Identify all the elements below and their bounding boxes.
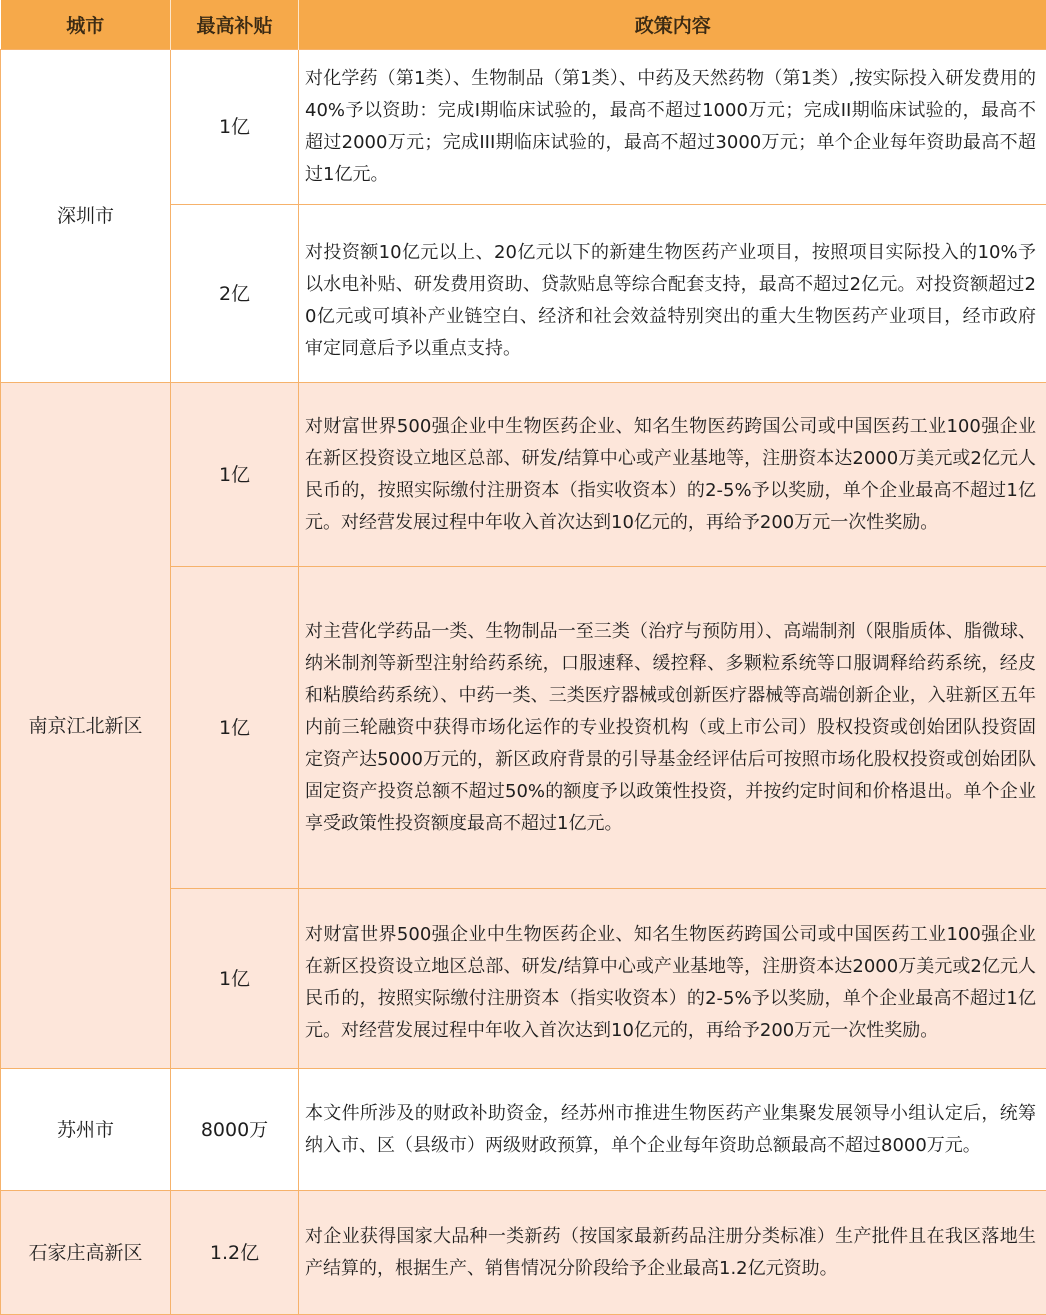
city-cell: 石家庄高新区: [1, 1191, 171, 1315]
subsidy-cell: 1亿: [171, 383, 299, 567]
table-row: [1, 50, 1046, 205]
table-row: [1, 1069, 1046, 1191]
content-cell: 对财富世界500强企业中生物医药企业、知名生物医药跨国公司或中国医药工业100强企业在新区投资设立地区总部、研发/结算中心或产业基地等，注册资本达2000万美元或2亿元人民币的，按照实际缴付注册资本（指实收资本）的2-5%予以奖励，单个企业最高不超过1亿元。对经营发展过程中年收入首次达到10亿元的，再给予200万元一次性奖励。: [299, 889, 1046, 1069]
table-row: [1, 1191, 1046, 1315]
subsidy-cell: 1亿: [171, 50, 299, 205]
table-row: [1, 383, 1046, 567]
subsidy-cell: 8000万: [171, 1069, 299, 1191]
header-city: 城市: [1, 0, 171, 50]
subsidy-cell: 1亿: [171, 889, 299, 1069]
subsidy-cell: 1.2亿: [171, 1191, 299, 1315]
header-content: 政策内容: [299, 0, 1046, 50]
city-cell: 苏州市: [1, 1069, 171, 1191]
content-cell: 对财富世界500强企业中生物医药企业、知名生物医药跨国公司或中国医药工业100强企业在新区投资设立地区总部、研发/结算中心或产业基地等，注册资本达2000万美元或2亿元人民币的，按照实际缴付注册资本（指实收资本）的2-5%予以奖励，单个企业最高不超过1亿元。对经营发展过程中年收入首次达到10亿元的，再给予200万元一次性奖励。: [299, 383, 1046, 567]
subsidy-cell: 1亿: [171, 567, 299, 889]
content-cell: 对企业获得国家大品种一类新药（按国家最新药品注册分类标准）生产批件且在我区落地生产结算的，根据生产、销售情况分阶段给予企业最高1.2亿元资助。: [299, 1191, 1046, 1315]
header-max-subsidy: 最高补贴: [171, 0, 299, 50]
content-cell: 对投资额10亿元以上、20亿元以下的新建生物医药产业项目，按照项目实际投入的10%予以水电补贴、研发费用资助、贷款贴息等综合配套支持，最高不超过2亿元。对投资额超过20亿元或可填补产业链空白、经济和社会效益特别突出的重大生物医药产业项目，经市政府审定同意后予以重点支持。: [299, 205, 1046, 383]
header-row: [1, 0, 1046, 50]
subsidy-cell: 2亿: [171, 205, 299, 383]
content-cell: 本文件所涉及的财政补助资金，经苏州市推进生物医药产业集聚发展领导小组认定后，统筹纳入市、区（县级市）两级财政预算，单个企业每年资助总额最高不超过8000万元。: [299, 1069, 1046, 1191]
city-cell: 南京江北新区: [1, 383, 171, 1069]
content-cell: 对主营化学药品一类、生物制品一至三类（治疗与预防用）、高端制剂（限脂质体、脂微球、纳米制剂等新型注射给药系统，口服速释、缓控释、多颗粒系统等口服调释给药系统，经皮和粘膜给药系统）、中药一类、三类医疗器械或创新医疗器械等高端创新企业，入驻新区五年内前三轮融资中获得市场化运作的专业投资机构（或上市公司）股权投资或创始团队投资固定资产达5000万元的，新区政府背景的引导基金经评估后可按照市场化股权投资或创始团队固定资产投资总额不超过50%的额度予以政策性投资，并按约定时间和价格退出。单个企业享受政策性投资额度最高不超过1亿元。: [299, 567, 1046, 889]
content-cell: 对化学药（第1类）、生物制品（第1类）、中药及天然药物（第1类）,按实际投入研发费用的40%予以资助：完成I期临床试验的，最高不超过1000万元；完成II期临床试验的，最高不超过2000万元；完成III期临床试验的，最高不超过3000万元；单个企业每年资助最高不超过1亿元。: [299, 50, 1046, 205]
city-cell: 深圳市: [1, 50, 171, 383]
